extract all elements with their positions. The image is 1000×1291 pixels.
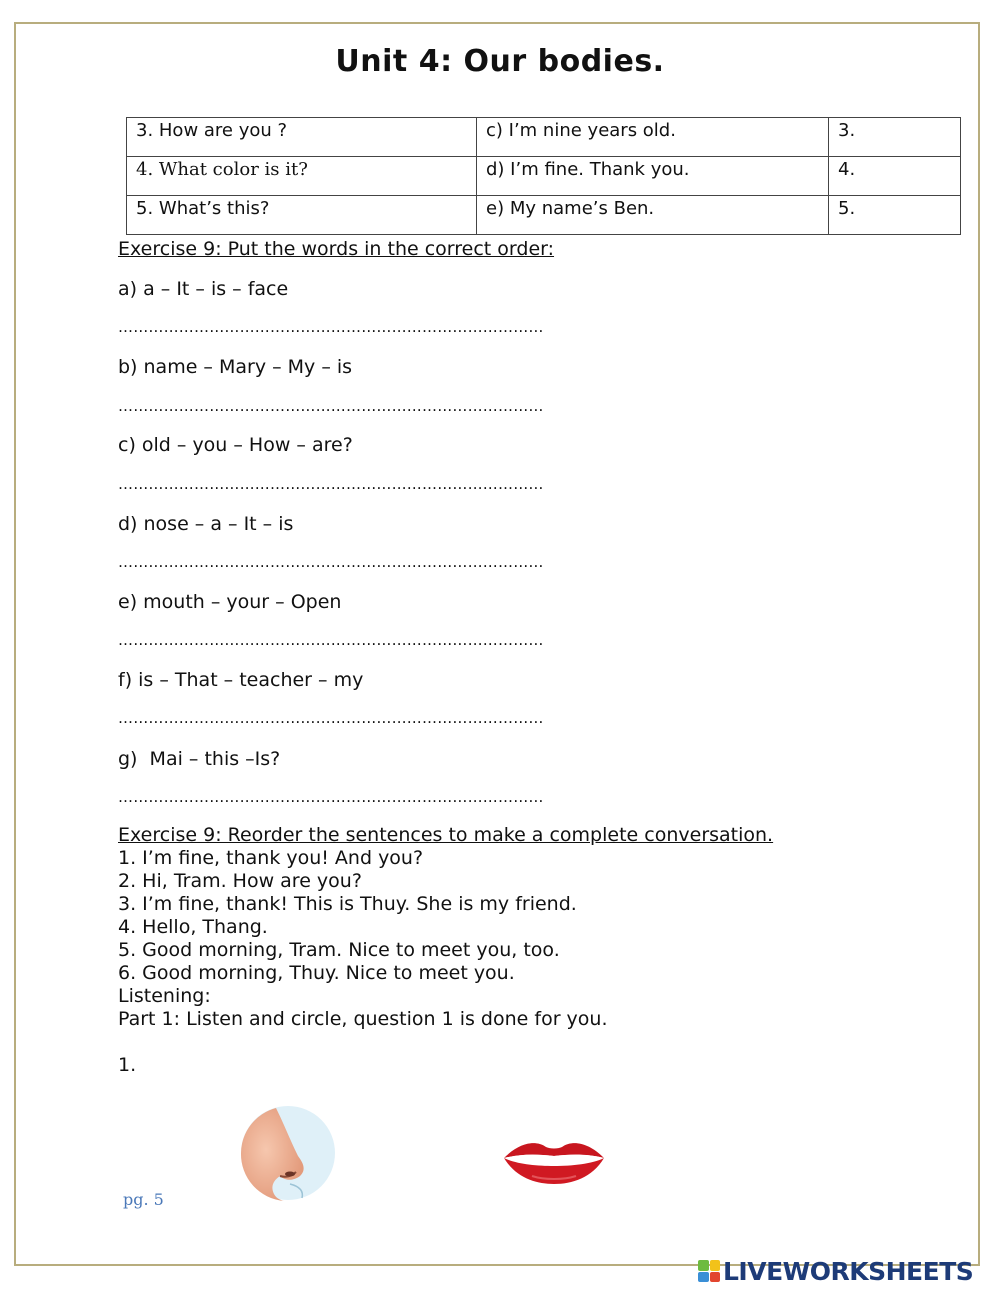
answer-cell: c) I’m nine years old.: [477, 118, 829, 157]
order-item-a: a) a – It – is – face: [118, 278, 289, 300]
answer-line-f[interactable]: …………………………………………………………………………: [118, 709, 544, 727]
matching-table: [126, 117, 961, 235]
liveworksheets-logo: [698, 1256, 973, 1286]
answer-cell: e) My name’s Ben.: [477, 196, 829, 235]
conversation-section: [118, 824, 773, 1077]
order-item-f: f) is – That – teacher – my: [118, 669, 364, 691]
logo-tile-v: [698, 1272, 709, 1283]
exercise-reorder-heading: Exercise 9: Reorder the sentences to make a complete conversation.: [118, 824, 774, 846]
answer-line-c[interactable]: …………………………………………………………………………: [118, 475, 544, 493]
conversation-line: 3. I’m fine, thank! This is Thuy. She is my friend.: [118, 893, 577, 915]
answer-number-cell[interactable]: 5.: [829, 196, 961, 235]
listening-question-1: 1.: [118, 1054, 137, 1076]
answer-line-b[interactable]: …………………………………………………………………………: [118, 397, 544, 415]
order-item-b: b) name – Mary – My – is: [118, 356, 353, 378]
exercise-order-heading: Exercise 9: Put the words in the correct order:: [118, 238, 555, 260]
table-row: [127, 157, 961, 196]
answer-line-g[interactable]: …………………………………………………………………………: [118, 788, 544, 806]
listening-part1: Part 1: Listen and circle, question 1 is done for you.: [118, 1008, 608, 1030]
page-number: pg. 5: [123, 1190, 164, 1209]
answer-line-a[interactable]: …………………………………………………………………………: [118, 318, 544, 336]
answer-number-cell[interactable]: 3.: [829, 118, 961, 157]
question-cell: 4. What color is it?: [127, 157, 477, 196]
order-item-e: e) mouth – your – Open: [118, 591, 342, 613]
conversation-line: 1. I’m fine, thank you! And you?: [118, 847, 424, 869]
logo-tile-e: [710, 1272, 721, 1283]
conversation-line: 4. Hello, Thang.: [118, 916, 268, 938]
conversation-line: 6. Good morning, Thuy. Nice to meet you.: [118, 962, 515, 984]
liveworksheets-logo-icon: [698, 1260, 720, 1282]
logo-text: LIVEWORKSHEETS: [723, 1256, 974, 1286]
mouth-icon[interactable]: [502, 1138, 606, 1186]
answer-cell: d) I’m fine. Thank you.: [477, 157, 829, 196]
nose-icon[interactable]: [240, 1104, 336, 1202]
logo-tile-i: [710, 1260, 721, 1271]
question-cell: 5. What’s this?: [127, 196, 477, 235]
order-item-c: c) old – you – How – are?: [118, 434, 353, 456]
order-item-g: g) Mai – this –Is?: [118, 748, 281, 770]
table-row: [127, 196, 961, 235]
conversation-line: 2. Hi, Tram. How are you?: [118, 870, 362, 892]
answer-line-e[interactable]: …………………………………………………………………………: [118, 631, 544, 649]
page-title: Unit 4: Our bodies.: [335, 44, 665, 79]
answer-line-d[interactable]: …………………………………………………………………………: [118, 553, 544, 571]
table-row: [127, 118, 961, 157]
listening-label: Listening:: [118, 985, 211, 1007]
question-cell: 3. How are you ?: [127, 118, 477, 157]
answer-number-cell[interactable]: 4.: [829, 157, 961, 196]
logo-tile-l: [698, 1260, 709, 1271]
order-item-d: d) nose – a – It – is: [118, 513, 294, 535]
conversation-line: 5. Good morning, Tram. Nice to meet you, too.: [118, 939, 560, 961]
